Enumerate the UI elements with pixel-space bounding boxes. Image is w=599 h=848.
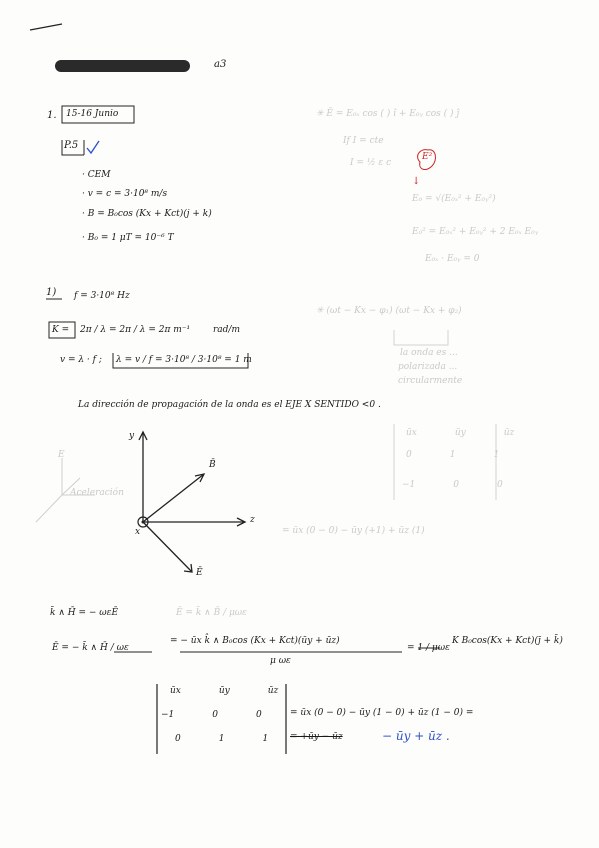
faint-det-row: ūx ūy ūz <box>406 428 515 438</box>
header-code: a3 <box>214 59 227 70</box>
faint-note: If I = cte <box>343 136 384 146</box>
det-result-final: − ūy + ūz . <box>382 729 450 743</box>
axis-y-label: y <box>129 431 135 441</box>
exercise-number: 1. <box>47 110 57 121</box>
faint-note: E₀ₓ · E₀ᵧ = 0 <box>425 254 480 264</box>
lambda-equation: λ = v / f = 3·10⁸ / 3·10⁸ = 1 m <box>116 355 252 365</box>
frequency: f = 3·10⁸ Hz <box>74 291 130 301</box>
part-label: 1) <box>46 287 57 298</box>
v-equation: v = λ · f ; <box>60 355 102 365</box>
derivation-line: Ē = − k̄ ∧ H̄ / ωε <box>52 643 129 653</box>
derivation-line: = 1 / μωε <box>407 643 450 653</box>
faint-note: ✳ (ωt − Kx − φ₁) (ωt − Kx + φ₂) <box>316 306 462 316</box>
det-result-struck: = +ūy − ūz <box>290 732 343 742</box>
redacted-name <box>55 60 190 72</box>
faint-note: la onda es ... <box>400 348 458 358</box>
red-arrow: ↓ <box>412 176 421 187</box>
given-item: · B = B₀cos (Kx + Kct)(j + k) <box>82 209 212 219</box>
faint-note: E₀² = E₀ₓ² + E₀ᵧ² + 2 E₀ₓ E₀ᵧ <box>412 227 539 237</box>
k-equation: 2π / λ = 2π / λ = 2π m⁻¹ <box>80 325 191 335</box>
derivation-line: μ ωε <box>270 656 291 666</box>
faint-det-row: −1 0 0 <box>402 480 503 490</box>
derivation-line: = − ūx k̂ ∧ B₀cos (Kx + Kct)(ūy + ūz) <box>170 636 340 646</box>
faint-axis-label: Aceleración <box>70 488 124 498</box>
given-item: · CEM <box>82 170 111 180</box>
faint-note: circularmente <box>398 376 463 386</box>
faint-note: polarizada ... <box>398 362 458 372</box>
vector-e-label: Ē <box>196 568 203 578</box>
direction-text: La dirección de propagación de la onda es el EJE X SENTIDO <0 . <box>78 400 381 410</box>
faint-note: ✳ Ē = E₀ₓ cos ( ) î + E₀ᵧ cos ( ) ĵ <box>316 109 460 119</box>
faint-note-red: E² <box>422 152 433 162</box>
faint-note: I = ½ ε c <box>350 158 392 168</box>
det-row: −1 0 0 <box>161 710 262 720</box>
axis-z-label: z <box>250 515 255 525</box>
given-item: · B₀ = 1 μT = 10⁻⁶ T <box>82 233 174 243</box>
vector-b-label: B̄ <box>209 460 216 470</box>
derivation-line: K B₀cos(Kx + Kct)(j̄ + k̄) <box>452 636 563 646</box>
exercise-date: 15-16 Junio <box>66 109 119 119</box>
axis-x-label: x <box>135 527 141 537</box>
faint-derivation: Ē = k̄ ∧ B̄ / μωε <box>176 608 247 618</box>
det-expansion: = ūx (0 − 0) − ūy (1 − 0) + ūz (1 − 0) = <box>290 708 474 718</box>
det-row: ūx ūy ūz <box>170 686 279 696</box>
faint-note: E₀ = √(E₀ₓ² + E₀ᵧ²) <box>412 194 496 204</box>
ps-label: P.5 <box>64 140 79 151</box>
k-label: K = <box>52 325 70 335</box>
faint-expansion: = ūx (0 − 0) − ūy (+1) + ūz (1) <box>282 526 425 536</box>
det-row: 0 1 1 <box>175 734 269 744</box>
faint-axis-label: E <box>58 450 65 460</box>
given-item: · v = c = 3·10⁸ m/s <box>82 189 168 199</box>
k-unit: rad/m <box>213 325 240 335</box>
faint-det-row: 0 1 1 <box>406 450 500 460</box>
derivation-line: k̄ ∧ H̄ = − ωεĒ <box>50 608 119 618</box>
